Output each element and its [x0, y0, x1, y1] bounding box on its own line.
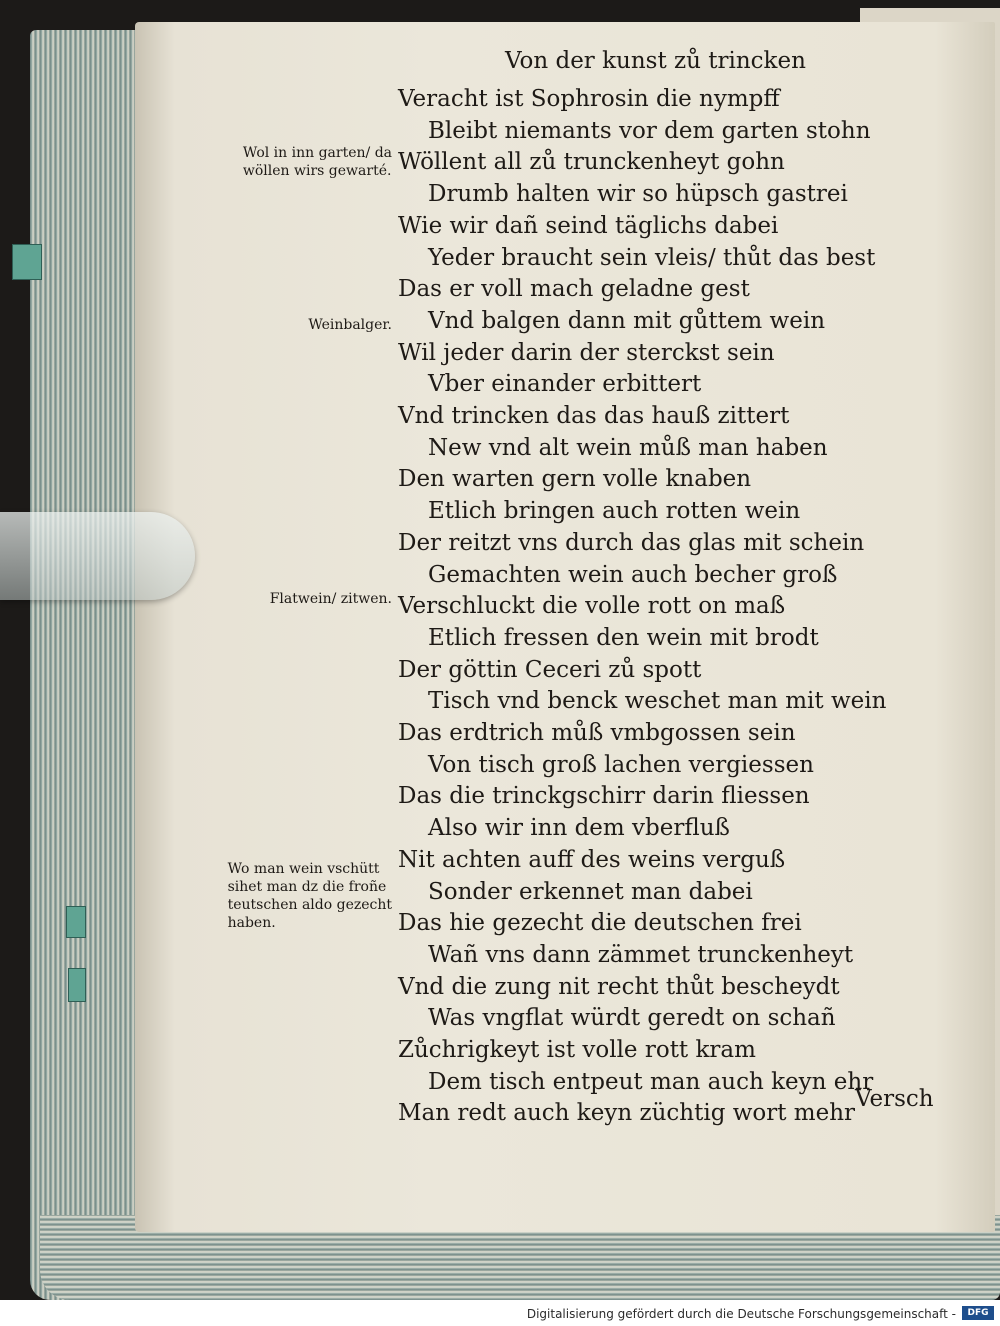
bookmark-tab: [68, 968, 86, 1002]
bookmark-tab: [12, 244, 42, 280]
verse-line: Man redt auch keyn züchtig wort mehr: [398, 1100, 856, 1127]
verse-line: Vber einander erbittert: [428, 371, 702, 398]
footer-bar: [0, 1300, 1000, 1326]
verse-line: Vnd balgen dann mit gůttem wein: [428, 307, 826, 334]
verse-line: Der göttin Ceceri zů spott: [398, 656, 702, 683]
verse-line: Verschluckt die volle rott on maß: [398, 593, 786, 620]
verse-line: Yeder braucht sein vleis/ thůt das best: [428, 244, 876, 271]
verse-line: Veracht ist Sophrosin die nympff: [398, 86, 780, 112]
verse-line: Etlich fressen den wein mit brodt: [428, 624, 819, 651]
verse-line: Vnd trincken das das hauß zittert: [398, 403, 790, 429]
gloss-line: Weinbalger.: [308, 317, 392, 333]
verse-line: Etlich bringen auch rotten wein: [428, 498, 801, 525]
verse-line: Wie wir dañ seind täglichs dabei: [398, 212, 779, 239]
verse-line: Drumb halten wir so hüpsch gastrei: [428, 181, 848, 208]
verse-line: New vnd alt wein můß man haben: [428, 434, 828, 461]
bookmark-tab: [66, 906, 86, 938]
marginal-gloss: [270, 590, 392, 608]
gloss-line: teutschen aldo gezecht: [227, 897, 392, 913]
gloss-line: wöllen wirs gewarté.: [242, 163, 392, 179]
gloss-line: haben.: [227, 915, 276, 931]
verse-line: Vnd die zung nit recht thůt bescheydt: [398, 973, 840, 1000]
gloss-line: Wol in inn garten/ da: [242, 145, 392, 161]
verse-line: Den warten gern volle knaben: [398, 466, 752, 493]
dfg-logo: DFG: [962, 1306, 994, 1320]
verse-line: Gemachten wein auch becher groß: [428, 561, 838, 588]
marginal-gloss: [243, 144, 392, 180]
verse-line: Bleibt niemants vor dem garten stohn: [428, 117, 871, 144]
verse-line: Das er voll mach geladne gest: [398, 276, 750, 303]
verse-line: Das die trinckgschirr darin fliessen: [398, 783, 810, 810]
footer-credit: Digitalisierung gefördert durch die Deutsche Forschungsgemeinschaft -: [526, 1307, 956, 1321]
verse-line: Wöllent all zů trunckenheyt gohn: [398, 149, 785, 176]
catchword: Versch: [855, 1086, 934, 1112]
plastic-clip: [0, 512, 195, 600]
verse-line: Zůchrigkeyt ist volle rott kram: [398, 1037, 756, 1063]
verse-line: Sonder erkennet man dabei: [428, 878, 753, 905]
verse-line: Nit achten auff des weins verguß: [398, 846, 786, 873]
running-header: Von der kunst zů trincken: [505, 48, 806, 74]
verse-line: Das hie gezecht die deutschen frei: [398, 910, 802, 937]
verse-line: Wil jeder darin der sterckst sein: [398, 339, 775, 366]
verse-line: Das erdtrich můß vmbgossen sein: [398, 720, 796, 746]
gloss-line: sihet man dz die froñe: [227, 879, 387, 895]
marginal-gloss: [308, 316, 392, 334]
gloss-line: Flatwein/ zitwen.: [269, 591, 392, 607]
marginal-gloss: [228, 860, 392, 932]
verse-line: Also wir inn dem vberfluß: [428, 815, 730, 842]
gloss-line: Wo man wein vschütt: [227, 861, 380, 877]
verse-line: Der reitzt vns durch das glas mit schein: [398, 529, 865, 556]
verse-line: Dem tisch entpeut man auch keyn ehr: [428, 1068, 874, 1095]
verse-line: Was vngflat würdt geredt on schañ: [428, 1005, 836, 1032]
verse-line: Tisch vnd benck weschet man mit wein: [428, 688, 887, 715]
verse-line: Von tisch groß lachen vergiessen: [428, 751, 814, 778]
verse-line: Wañ vns dann zämmet trunckenheyt: [428, 941, 854, 968]
